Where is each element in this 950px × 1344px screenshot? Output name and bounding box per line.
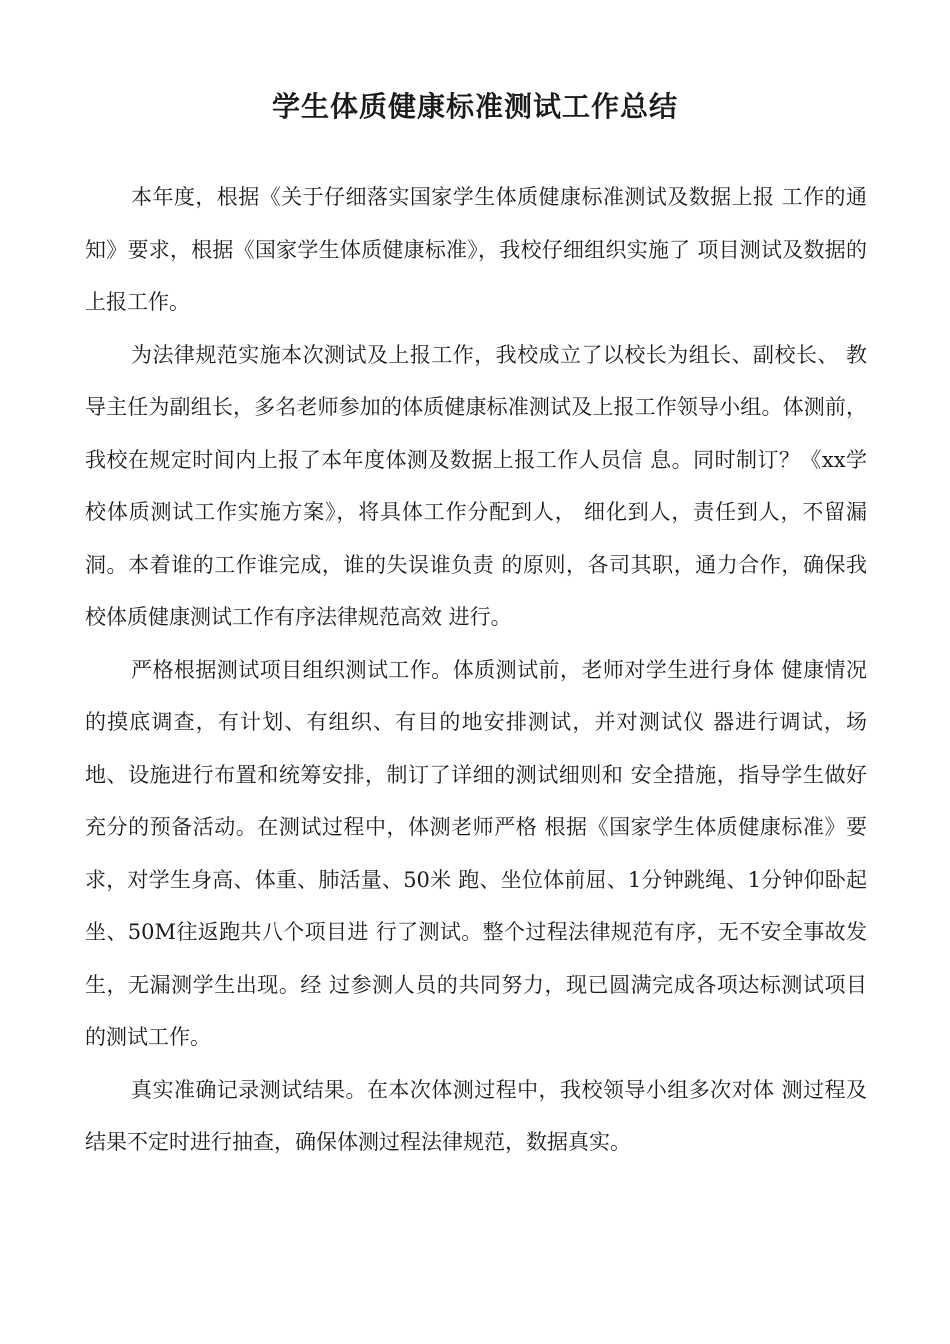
paragraph-3: 严格根据测试项目组织测试工作。体质测试前，老师对学生进行身体 健康情况的摸底调查，有计划、有组织、有目的地安排测试，并对测试仪 器进行调试，场地、设施进行布置和统筹安排，制订了详细的测试细则和 安全措施，指导学生做好充分的预备活动。在测试过程中，体测老师严格 根据《国家学生体质健康标准》要求，对学生身高、体重、肺活量、50米 跑、坐位体前屈、1分钟跳绳、1分钟仰卧起坐、50M往返跑共八个项目进 行了测试。整个过程法律规范有序，无不安全事故发生，无漏测学生出现。经 过参测人员的共同努力，现已圆满完成各项达标测试项目的测试工作。 — [85, 657, 867, 1049]
paragraph-2: 为法律规范实施本次测试及上报工作，我校成立了以校长为组长、副校长、 教导主任为副组长，多名老师参加的体质健康标准测试及上报工作领导小组。体测前，我校在规定时间内上报了本年度体测及数据上报工作人员信 息。同时制订？《xx学校体质测试工作实施方案》，将具体工作分配到人， 细化到人，责任到人，不留漏洞。本着谁的工作谁完成，谁的失误谁负责 的原则，各司其职，通力合作，确保我校体质健康测试工作有序法律规范高效 进行。 — [85, 342, 867, 629]
paragraph-4: 真实准确记录测试结果。在本次体测过程中，我校领导小组多次对体 测过程及结果不定时进行抽查，确保体测过程法律规范，数据真实。 — [85, 1077, 867, 1154]
paragraph-1: 本年度，根据《关于仔细落实国家学生体质健康标准测试及数据上报 工作的通知》要求，根据《国家学生体质健康标准》，我校仔细组织实施了 项目测试及数据的上报工作。 — [85, 185, 868, 314]
document-body — [85, 171, 867, 1169]
document-title: 学生体质健康标准测试工作总结 — [271, 89, 678, 123]
